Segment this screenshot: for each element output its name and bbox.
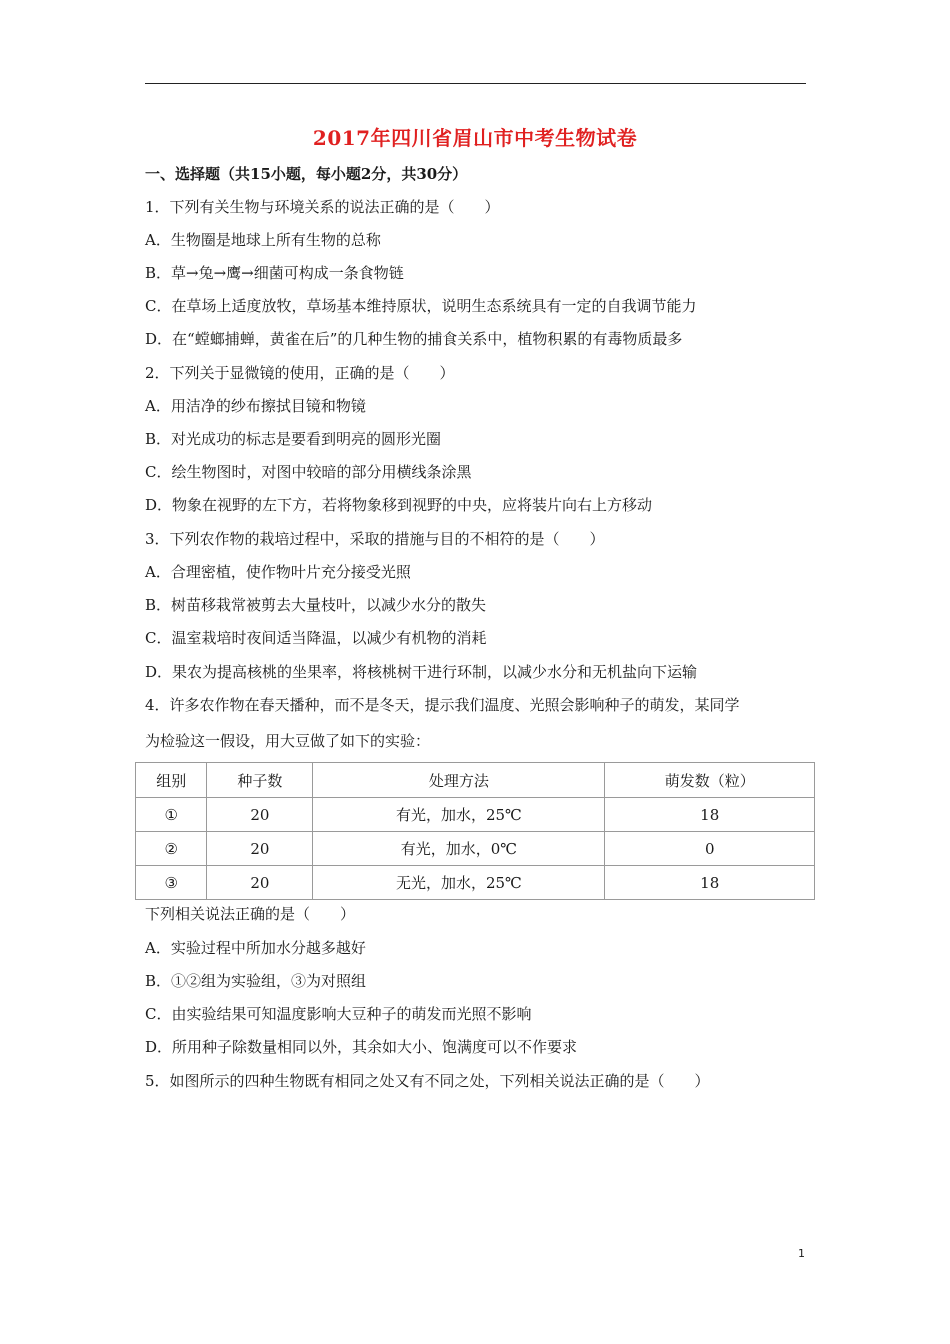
question-1-option-c: C．在草场上适度放牧，草场基本维持原状，说明生态系统具有一定的自我调节能力 — [145, 297, 697, 315]
table-cell: 20 — [207, 866, 313, 900]
experiment-table — [135, 762, 815, 900]
table-cell: 有光，加水，25℃ — [313, 798, 605, 832]
table-cell: 20 — [207, 798, 313, 832]
table-header-cell: 组别 — [136, 763, 207, 798]
table-row — [136, 832, 815, 866]
table-cell: 20 — [207, 832, 313, 866]
table-cell: ③ — [136, 866, 207, 900]
question-2-stem: 2．下列关于显微镜的使用，正确的是（ ） — [145, 364, 455, 382]
table-header-cell: 种子数 — [207, 763, 313, 798]
table-header-row — [136, 763, 815, 798]
question-3-stem: 3．下列农作物的栽培过程中，采取的措施与目的不相符的是（ ） — [145, 530, 605, 548]
table-cell: 无光，加水，25℃ — [313, 866, 605, 900]
question-2-option-c: C．绘生物图时，对图中较暗的部分用横线条涂黑 — [145, 463, 472, 481]
question-2-option-b: B．对光成功的标志是要看到明亮的圆形光圈 — [145, 430, 442, 448]
page-number: 1 — [798, 1247, 805, 1260]
table-cell: 18 — [605, 798, 815, 832]
section-heading: 一、选择题（共15小题，每小题2分，共30分） — [145, 165, 468, 183]
table-cell: 有光，加水，0℃ — [313, 832, 605, 866]
page-title: 2017年四川省眉山市中考生物试卷 — [312, 126, 638, 150]
question-4-option-d: D．所用种子除数量相同以外，其余如大小、饱满度可以不作要求 — [145, 1038, 578, 1056]
question-4-stem-line-1: 4．许多农作物在春天播种，而不是冬天，提示我们温度、光照会影响种子的萌发，某同学 — [145, 696, 740, 714]
question-2-option-d: D．物象在视野的左下方，若将物象移到视野的中央，应将装片向右上方移动 — [145, 496, 653, 514]
question-3-option-b: B．树苗移栽常被剪去大量枝叶，以减少水分的散失 — [145, 596, 487, 614]
question-5-stem: 5．如图所示的四种生物既有相同之处又有不同之处，下列相关说法正确的是（ ） — [145, 1072, 710, 1090]
question-4-stem-line-3: 下列相关说法正确的是（ ） — [145, 905, 356, 923]
table-header-cell: 萌发数（粒） — [605, 763, 815, 798]
question-2-option-a: A．用洁净的纱布擦拭目镜和物镜 — [145, 397, 366, 415]
question-4-option-a: A．实验过程中所加水分越多越好 — [145, 939, 366, 957]
table-cell: ① — [136, 798, 207, 832]
table-row — [136, 798, 815, 832]
question-4-option-c: C．由实验结果可知温度影响大豆种子的萌发而光照不影响 — [145, 1005, 532, 1023]
question-3-option-d: D．果农为提高核桃的坐果率，将核桃树干进行环制，以减少水分和无机盐向下运输 — [145, 663, 698, 681]
question-4-option-b: B．①②组为实验组，③为对照组 — [145, 972, 367, 990]
question-1-stem: 1．下列有关生物与环境关系的说法正确的是（ ） — [145, 198, 500, 216]
table-cell: ② — [136, 832, 207, 866]
question-1-option-d: D．在“螳螂捕蝉，黄雀在后”的几种生物的捕食关系中，植物积累的有毒物质最多 — [145, 330, 683, 348]
header-rule — [145, 83, 806, 84]
table-row — [136, 866, 815, 900]
table-cell: 0 — [605, 832, 815, 866]
table-cell: 18 — [605, 866, 815, 900]
question-1-option-a: A．生物圈是地球上所有生物的总称 — [145, 231, 381, 249]
question-4-stem-line-2: 为检验这一假设，用大豆做了如下的实验： — [145, 732, 431, 750]
question-3-option-c: C．温室栽培时夜间适当降温，以减少有机物的消耗 — [145, 629, 487, 647]
question-1-option-b: B．草→兔→鹰→细菌可构成一条食物链 — [145, 264, 404, 282]
question-3-option-a: A．合理密植，使作物叶片充分接受光照 — [145, 563, 411, 581]
table-header-cell: 处理方法 — [313, 763, 605, 798]
